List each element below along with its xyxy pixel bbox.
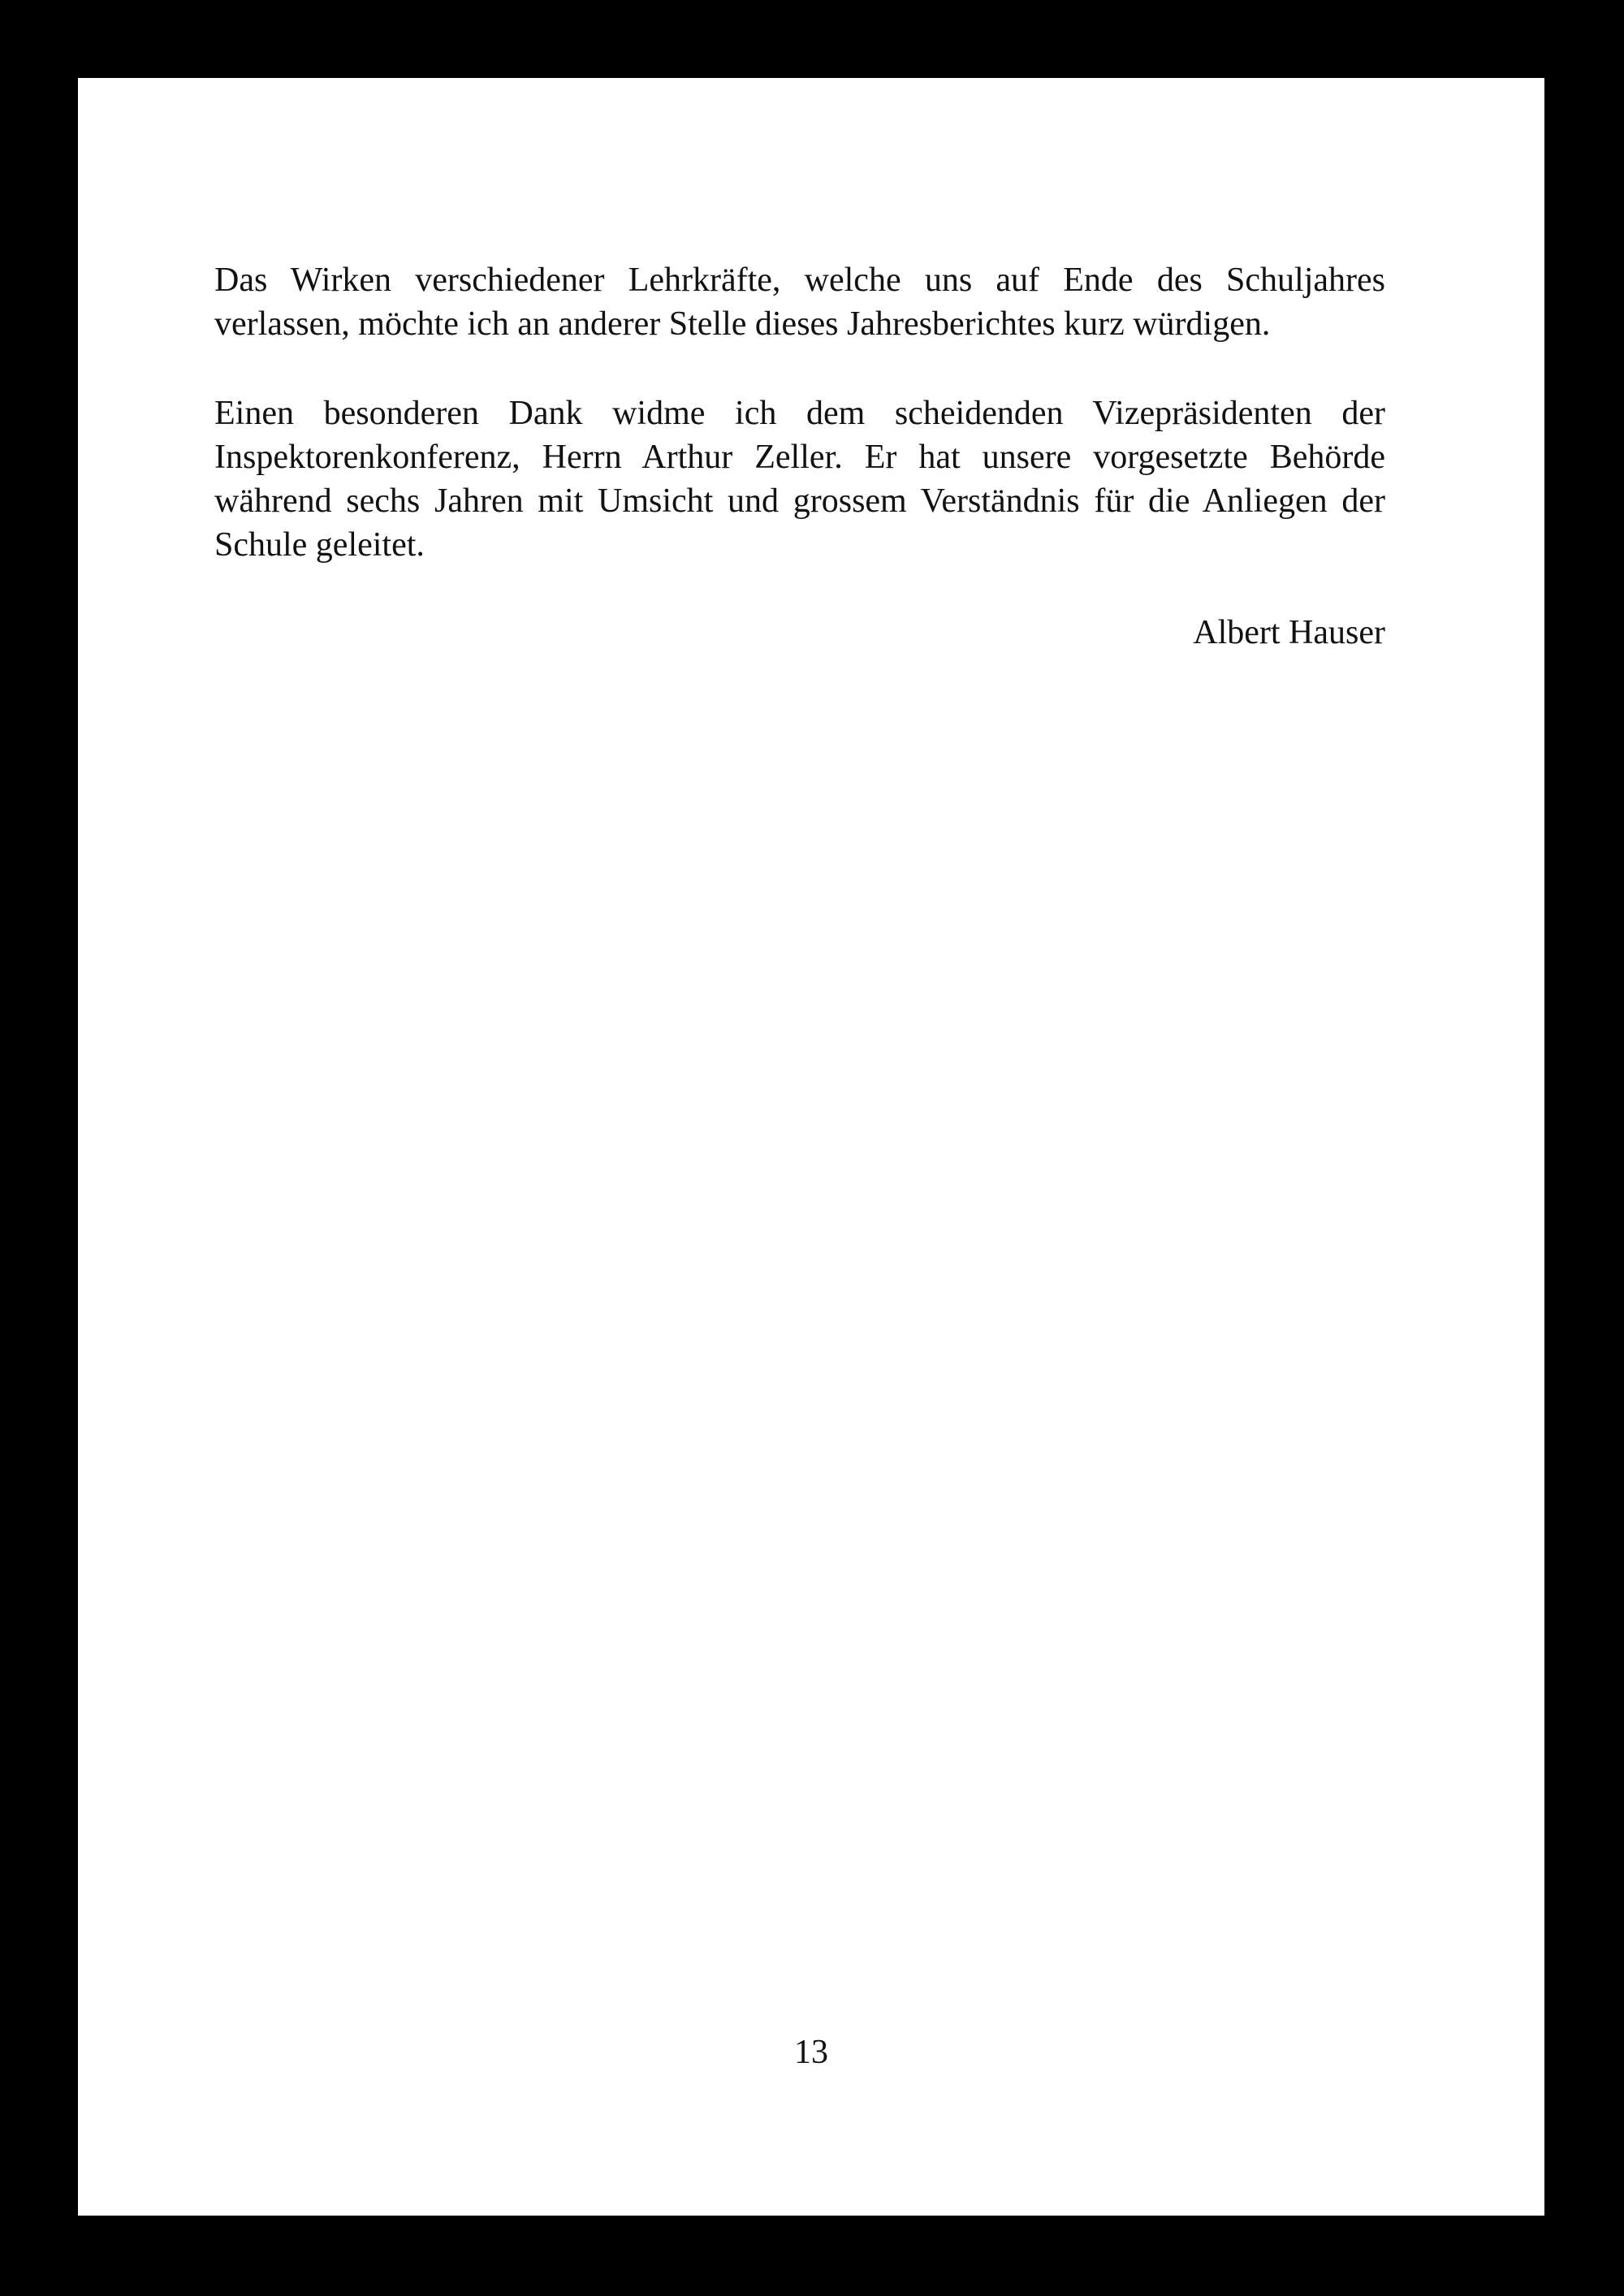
page-number: 13: [794, 2034, 828, 2071]
document-page: [78, 78, 1544, 2216]
paragraph-thanks-vice-president: Einen besonderen Dank widme ich dem scheidenden Vizepräsidenten der Inspektorenkonferenz, Herrn Arthur Zeller. Er hat unsere vorgesetzte Behörde während sechs Jahren mit Umsicht und grossem Verständnis für die Anliegen der Schule geleitet.: [214, 395, 1385, 564]
paragraph-departing-teachers: Das Wirken verschiedener Lehrkräfte, welche uns auf Ende des Schuljahres verlassen, möchte ich an anderer Stelle dieses Jahresberichtes kurz würdigen.: [214, 262, 1385, 343]
signature: Albert Hauser: [1193, 614, 1385, 651]
